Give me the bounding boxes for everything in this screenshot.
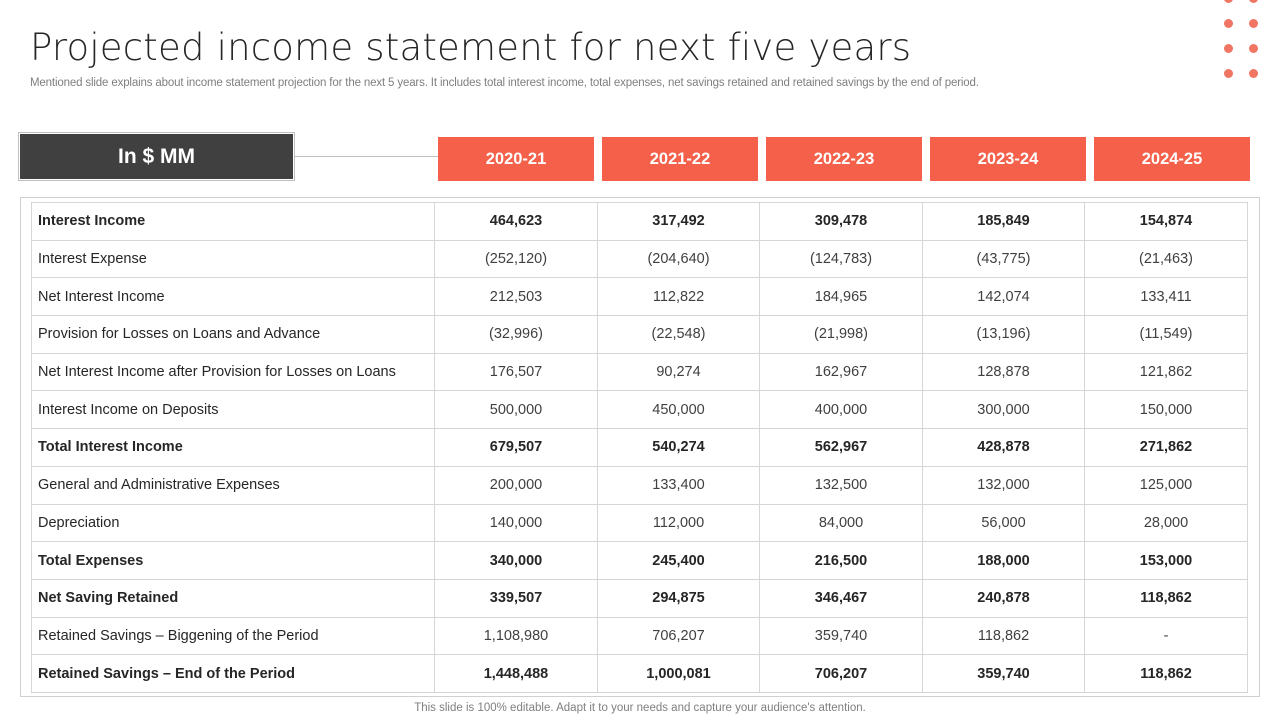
cell-value: 428,878: [923, 429, 1085, 467]
cell-value: 142,074: [923, 278, 1085, 316]
dot-shape: [1249, 44, 1258, 53]
cell-value: 140,000: [435, 504, 598, 542]
table-row: [32, 655, 1248, 693]
cell-value: 162,967: [760, 353, 923, 391]
cell-value: 56,000: [923, 504, 1085, 542]
cell-value: 125,000: [1085, 466, 1248, 504]
cell-value: (124,783): [760, 240, 923, 278]
cell-value: 500,000: [435, 391, 598, 429]
cell-value: 212,503: [435, 278, 598, 316]
cell-value: 1,000,081: [598, 655, 760, 693]
cell-value: (32,996): [435, 316, 598, 354]
row-label: Interest Income: [32, 203, 435, 241]
cell-value: -: [1085, 617, 1248, 655]
dot-shape: [1224, 19, 1233, 28]
cell-value: 464,623: [435, 203, 598, 241]
cell-value: (204,640): [598, 240, 760, 278]
table-row: [32, 504, 1248, 542]
cell-value: 309,478: [760, 203, 923, 241]
table-row: [32, 203, 1248, 241]
cell-value: 184,965: [760, 278, 923, 316]
cell-value: (21,463): [1085, 240, 1248, 278]
row-label: Net Saving Retained: [32, 579, 435, 617]
cell-value: (11,549): [1085, 316, 1248, 354]
year-header-2021-22: 2021-22: [602, 137, 758, 181]
cell-value: 153,000: [1085, 542, 1248, 580]
unit-label: In $ MM: [118, 144, 195, 168]
dot-shape: [1249, 0, 1258, 3]
income-statement-table: [31, 202, 1248, 693]
cell-value: 118,862: [1085, 655, 1248, 693]
table-row: [32, 617, 1248, 655]
table-row: [32, 466, 1248, 504]
table-row: [32, 316, 1248, 354]
cell-value: 28,000: [1085, 504, 1248, 542]
cell-value: 339,507: [435, 579, 598, 617]
cell-value: 154,874: [1085, 203, 1248, 241]
cell-value: 112,822: [598, 278, 760, 316]
cell-value: (22,548): [598, 316, 760, 354]
table-row: [32, 579, 1248, 617]
cell-value: 400,000: [760, 391, 923, 429]
row-label: Depreciation: [32, 504, 435, 542]
cell-value: 132,000: [923, 466, 1085, 504]
row-label: Retained Savings – End of the Period: [32, 655, 435, 693]
table-row: [32, 353, 1248, 391]
dot-shape: [1249, 19, 1258, 28]
page-title: Projected income statement for next five years: [30, 26, 912, 69]
cell-value: 346,467: [760, 579, 923, 617]
row-label: Retained Savings – Biggening of the Period: [32, 617, 435, 655]
row-label: General and Administrative Expenses: [32, 466, 435, 504]
cell-value: 359,740: [760, 617, 923, 655]
table-row: [32, 391, 1248, 429]
cell-value: 133,400: [598, 466, 760, 504]
cell-value: 112,000: [598, 504, 760, 542]
cell-value: 121,862: [1085, 353, 1248, 391]
dot-shape: [1224, 0, 1233, 3]
cell-value: 133,411: [1085, 278, 1248, 316]
cell-value: 1,108,980: [435, 617, 598, 655]
cell-value: 176,507: [435, 353, 598, 391]
dot-shape: [1224, 69, 1233, 78]
dot-shape: [1224, 44, 1233, 53]
table-row: [32, 240, 1248, 278]
cell-value: (21,998): [760, 316, 923, 354]
cell-value: 317,492: [598, 203, 760, 241]
cell-value: 132,500: [760, 466, 923, 504]
row-label: Interest Expense: [32, 240, 435, 278]
cell-value: 200,000: [435, 466, 598, 504]
cell-value: 118,862: [923, 617, 1085, 655]
cell-value: 300,000: [923, 391, 1085, 429]
cell-value: 84,000: [760, 504, 923, 542]
cell-value: 679,507: [435, 429, 598, 467]
year-header-2022-23: 2022-23: [766, 137, 922, 181]
cell-value: 359,740: [923, 655, 1085, 693]
table-row: [32, 278, 1248, 316]
year-header-2020-21: 2020-21: [438, 137, 594, 181]
cell-value: 706,207: [598, 617, 760, 655]
cell-value: 216,500: [760, 542, 923, 580]
year-header-2023-24: 2023-24: [930, 137, 1086, 181]
cell-value: 240,878: [923, 579, 1085, 617]
cell-value: 185,849: [923, 203, 1085, 241]
table-row: [32, 542, 1248, 580]
cell-value: 271,862: [1085, 429, 1248, 467]
cell-value: 90,274: [598, 353, 760, 391]
cell-value: (13,196): [923, 316, 1085, 354]
cell-value: 706,207: [760, 655, 923, 693]
row-label: Net Interest Income: [32, 278, 435, 316]
cell-value: 340,000: [435, 542, 598, 580]
row-label: Total Expenses: [32, 542, 435, 580]
row-label: Interest Income on Deposits: [32, 391, 435, 429]
cell-value: (252,120): [435, 240, 598, 278]
dot-grid-icon: [1220, 0, 1270, 84]
row-label: Net Interest Income after Provision for Losses on Loans: [32, 353, 435, 391]
page-subtitle: Mentioned slide explains about income statement projection for the next 5 years. It includes total interest income, total expenses, net savings retained and retained savings by the end of period.: [30, 77, 979, 89]
cell-value: 245,400: [598, 542, 760, 580]
unit-label-box: [19, 133, 294, 180]
row-label: Total Interest Income: [32, 429, 435, 467]
cell-value: 294,875: [598, 579, 760, 617]
cell-value: 188,000: [923, 542, 1085, 580]
cell-value: 562,967: [760, 429, 923, 467]
dot-shape: [1249, 69, 1258, 78]
cell-value: 450,000: [598, 391, 760, 429]
cell-value: 1,448,488: [435, 655, 598, 693]
connector-line: [294, 156, 438, 157]
cell-value: 128,878: [923, 353, 1085, 391]
cell-value: 150,000: [1085, 391, 1248, 429]
footer-note: This slide is 100% editable. Adapt it to your needs and capture your audience's attention.: [414, 702, 866, 714]
cell-value: (43,775): [923, 240, 1085, 278]
row-label: Provision for Losses on Loans and Advance: [32, 316, 435, 354]
cell-value: 118,862: [1085, 579, 1248, 617]
year-header-2024-25: 2024-25: [1094, 137, 1250, 181]
cell-value: 540,274: [598, 429, 760, 467]
table-row: [32, 429, 1248, 467]
